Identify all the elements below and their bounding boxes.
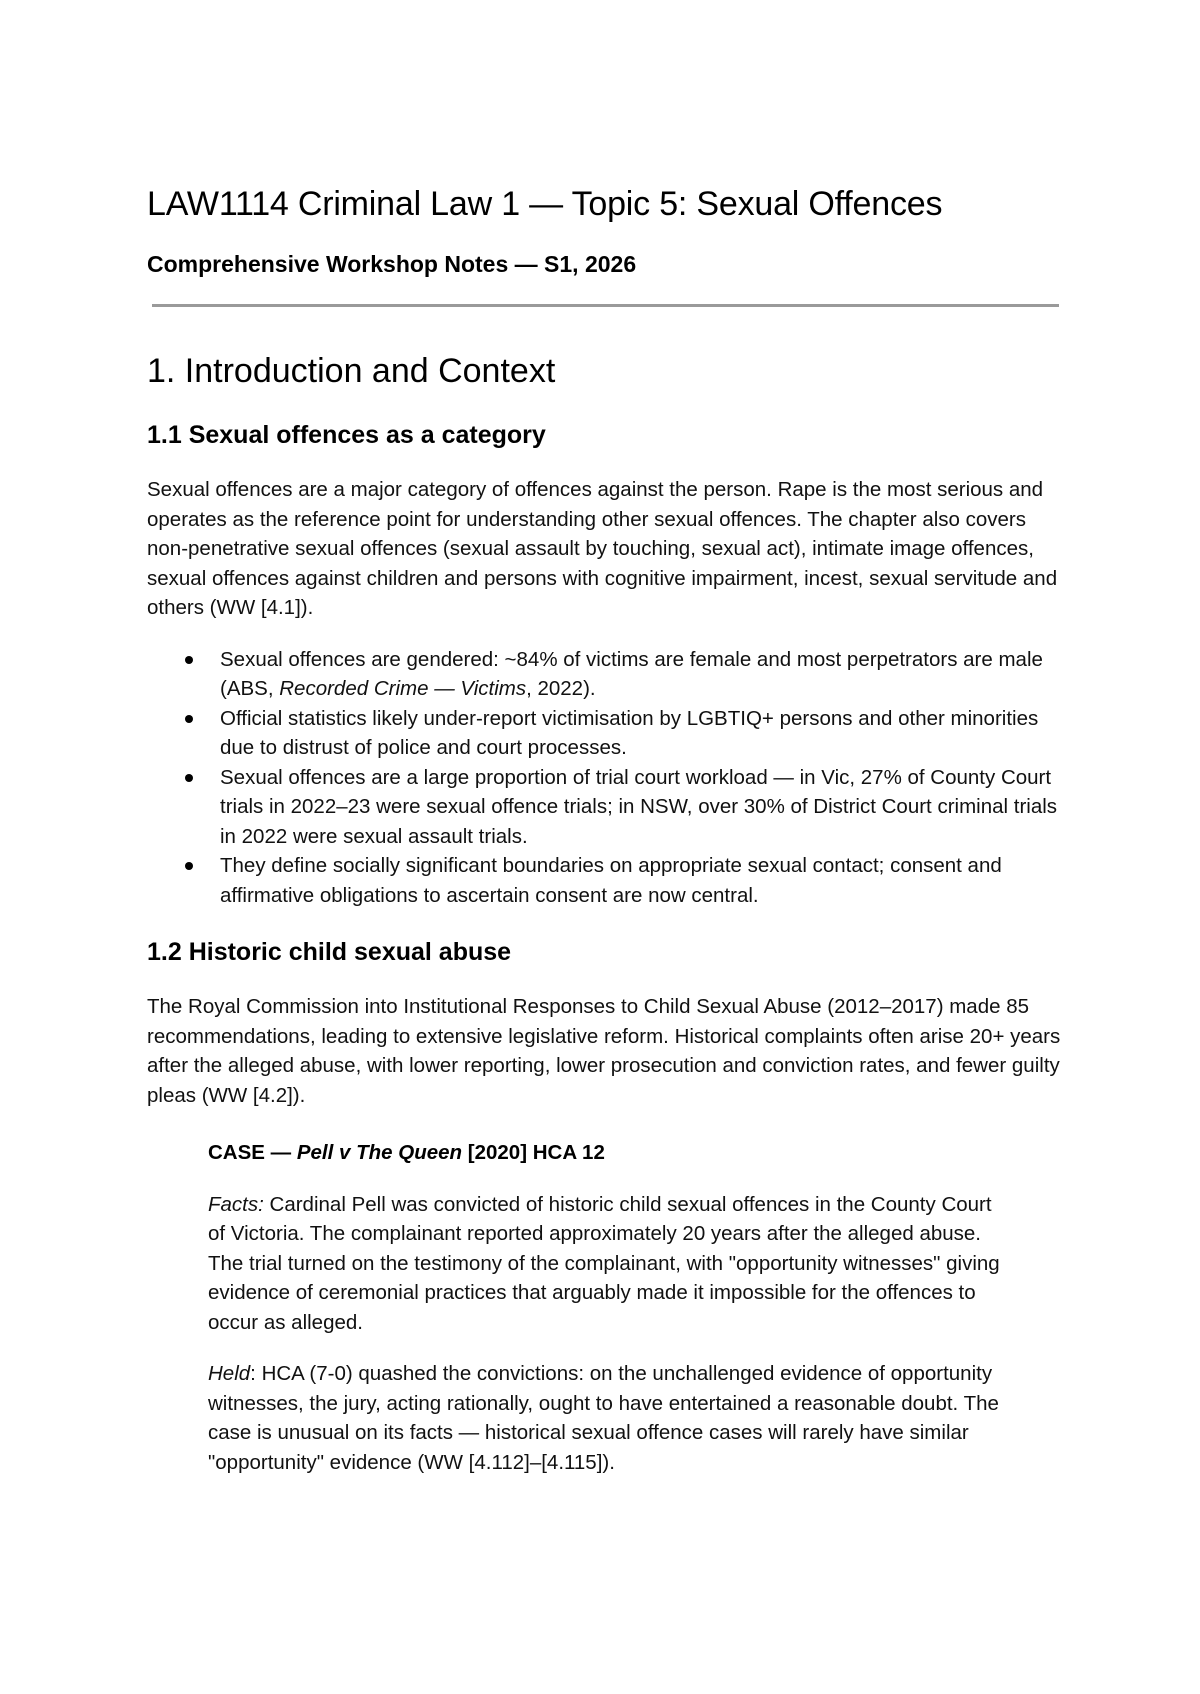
bullet-list bbox=[147, 645, 1067, 911]
section-heading: 1. Introduction and Context bbox=[147, 352, 556, 390]
horizontal-divider bbox=[152, 304, 1059, 307]
document-page bbox=[147, 180, 1067, 1477]
list-item bbox=[147, 763, 1067, 852]
held-text: : HCA (7-0) quashed the convictions: on the unchallenged evidence of opportunity witnesses, the jury, acting rationally, ought to have entertained a reasonable doubt. The case is unusual on its facts — historical sexual offence cases will rarely have similar "opportunity" evidence (WW [4.112]–[4.115]). bbox=[208, 1362, 999, 1474]
bullet-icon bbox=[185, 656, 193, 664]
bullet-italic-text: Recorded Crime — Victims bbox=[279, 677, 527, 700]
document-subtitle: Comprehensive Workshop Notes — S1, 2026 bbox=[147, 251, 637, 277]
paragraph-1-2: The Royal Commission into Institutional Responses to Child Sexual Abuse (2012–2017) made 85 recommendations, leading to extensive legislative reform. Historical complaints often arise 20+ years after the alleged abuse, with lower reporting, lower prosecution and conviction rates, and fewer guilty pleas (WW [4.2]). bbox=[147, 995, 1061, 1107]
case-citation: [2020] HCA 12 bbox=[462, 1141, 605, 1164]
list-item bbox=[147, 704, 1067, 763]
bullet-text: Official statistics likely under-report victimisation by LGBTIQ+ persons and other minorities due to distrust of police and court processes. bbox=[220, 706, 1039, 759]
bullet-text: Sexual offences are gendered: ~84% of victims are female and most perpetrators are male (ABS, bbox=[220, 647, 1043, 700]
bullet-icon bbox=[185, 715, 193, 723]
bullet-text-after: , 2022). bbox=[526, 677, 596, 700]
held-label: Held bbox=[208, 1362, 251, 1385]
bullet-text: They define socially significant boundaries on appropriate sexual contact; consent and affirmative obligations to ascertain consent are now central. bbox=[220, 854, 1002, 907]
subsection-heading-1-2: 1.2 Historic child sexual abuse bbox=[147, 938, 512, 966]
case-heading bbox=[208, 1138, 1008, 1168]
bullet-icon bbox=[185, 862, 193, 870]
case-prefix: CASE — bbox=[208, 1141, 297, 1164]
list-item bbox=[147, 851, 1067, 910]
facts-text: Cardinal Pell was convicted of historic child sexual offences in the County Court of Victoria. The complainant reported approximately 20 years after the alleged abuse. The trial turned on the testimony of the complainant, with "opportunity witnesses" giving evidence of ceremonial practices that arguably made it impossible for the offences to occur as alleged. bbox=[208, 1192, 1000, 1334]
case-held bbox=[208, 1359, 1008, 1477]
paragraph-1-1: Sexual offences are a major category of offences against the person. Rape is the most serious and operates as the reference point for understanding other sexual offences. The chapter also covers non-penetrative sexual offences (sexual assault by touching, sexual act), intimate image offences, sexual offences against children and persons with cognitive impairment, incest, sexual servitude and others (WW [4.1]). bbox=[147, 478, 1058, 619]
bullet-icon bbox=[185, 774, 193, 782]
facts-label: Facts: bbox=[208, 1192, 264, 1216]
list-item bbox=[147, 645, 1067, 704]
document-title: LAW1114 Criminal Law 1 — Topic 5: Sexual Offences bbox=[147, 185, 943, 223]
subsection-heading-1-1: 1.1 Sexual offences as a category bbox=[147, 421, 546, 449]
case-box bbox=[208, 1138, 1008, 1477]
case-name: Pell v The Queen bbox=[296, 1141, 463, 1164]
case-facts bbox=[208, 1190, 1008, 1338]
bullet-text: Sexual offences are a large proportion of trial court workload — in Vic, 27% of County Court trials in 2022–23 were sexual offence trials; in NSW, over 30% of District Court criminal trials in 2022 were sexual assault trials. bbox=[220, 765, 1058, 848]
